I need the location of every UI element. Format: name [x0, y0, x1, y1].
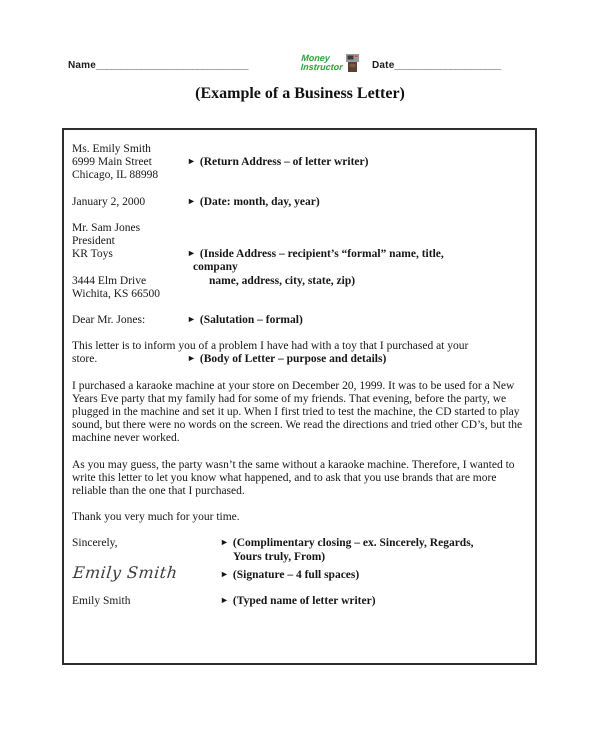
- date-field: [372, 60, 501, 71]
- annotation-text: (Date: month, day, year): [199, 195, 320, 208]
- letter-row: [72, 222, 527, 235]
- letter-row: [72, 156, 527, 169]
- logo-line2: Instructor: [300, 62, 344, 72]
- arrow-marker-icon: ►: [220, 595, 229, 606]
- body-paragraph: I purchased a karaoke machine at your store on December 20, 1999. It was to be used for a New Years Eve party that my family had for some of my friends. That evening, before the party, we plugged in the machine and set it up. When I first tried to test the machine, the CD started to play sound, but there were no words on the screen. We read the directions and tried other CD’s, but the machine never worked.: [72, 379, 523, 445]
- letter-left-text: Dear Mr. Jones:: [72, 314, 146, 327]
- letter-row: [72, 353, 527, 366]
- annotation-text: (Body of Letter – purpose and details): [199, 353, 387, 366]
- annotation-continuation: name, address, city, state, zip): [209, 274, 356, 287]
- letter-left-text: 3444 Elm Drive: [72, 274, 147, 287]
- letter-left-text: Ms. Emily Smith: [72, 143, 151, 155]
- letter-row: [72, 595, 527, 608]
- letter-left-text: store.: [72, 353, 98, 366]
- arrow-marker-icon: ►: [220, 568, 229, 579]
- name-blank-line: ______________________________: [96, 60, 248, 71]
- arrow-marker-icon: ►: [187, 314, 196, 325]
- annotation-continuation: Yours truly, From): [233, 550, 326, 563]
- annotation: [187, 156, 368, 169]
- letter-block: [72, 222, 527, 301]
- letter-left-text: January 2, 2000: [72, 195, 146, 208]
- letter-block: [72, 537, 527, 608]
- letter-left-text: Emily Smith: [72, 595, 131, 608]
- arrow-marker-icon: ►: [220, 537, 229, 548]
- letter-left-text: President: [72, 235, 115, 248]
- body-paragraph: Thank you very much for your time.: [72, 511, 240, 524]
- body-paragraph: This letter is to inform you of a problem I have had with a toy that I purchased at your: [72, 340, 469, 353]
- letter-row: [72, 288, 527, 301]
- letter-row: [72, 537, 527, 550]
- letter-block: [72, 511, 527, 524]
- letter-row: [72, 196, 527, 209]
- logo-line1: Money: [301, 53, 331, 63]
- body-paragraph: As you may guess, the party wasn’t the same without a karaoke machine. Therefore, I wanted to write this letter to let you know what happened, and to ask that you use brands that are more reliable than the one that I purchased.: [72, 458, 515, 498]
- letter-left-text: 6999 Main Street: [72, 156, 152, 169]
- money-instructor-logo: [301, 53, 360, 73]
- letter-row: [72, 248, 527, 261]
- letter-row: [72, 261, 527, 274]
- letter-block: [72, 196, 527, 209]
- annotation-text: (Return Address – of letter writer): [199, 156, 369, 169]
- letter-left-text: KR Toys: [72, 248, 113, 261]
- letter-row: [72, 551, 527, 564]
- cash-register-icon: [345, 53, 360, 73]
- annotation-text: (Salutation – formal): [199, 314, 303, 327]
- annotation-continuation: company: [193, 261, 238, 274]
- annotation-text: (Inside Address – recipient’s “formal” name, title,: [199, 248, 444, 261]
- letter-row: [72, 564, 527, 582]
- annotation-text: (Typed name of letter writer): [232, 595, 376, 608]
- name-field: [68, 60, 248, 71]
- name-label: Name: [68, 60, 97, 71]
- letter-left-text: Sincerely,: [72, 537, 118, 550]
- letter-row: [72, 275, 527, 288]
- annotation: [187, 196, 320, 209]
- letter-left-text: Chicago, IL 88998: [72, 169, 159, 182]
- arrow-marker-icon: ►: [187, 353, 196, 364]
- arrow-marker-icon: ►: [187, 156, 196, 167]
- spacer: [72, 582, 527, 595]
- letter-block: [72, 340, 527, 366]
- arrow-marker-icon: ►: [187, 248, 196, 259]
- letter-left-text: Mr. Sam Jones: [72, 221, 141, 234]
- letter-block: [72, 380, 527, 446]
- letter-block: [72, 314, 527, 327]
- letter-row: [72, 143, 527, 156]
- letter-block: [72, 143, 527, 183]
- date-label: Date: [372, 60, 395, 71]
- letter-row: [72, 314, 527, 327]
- letter-box: [62, 128, 537, 665]
- annotation-text: (Complimentary closing – ex. Sincerely, Regards,: [232, 537, 474, 550]
- annotation: [187, 353, 386, 366]
- logo-text: [300, 54, 343, 72]
- letter-block: [72, 459, 527, 499]
- letter-row: [72, 169, 527, 182]
- annotation: [220, 569, 359, 582]
- annotation: [220, 537, 474, 550]
- annotation: [187, 314, 303, 327]
- arrow-marker-icon: ►: [187, 195, 196, 206]
- date-blank-line: _____________________: [394, 60, 501, 71]
- letter-left-text: Wichita, KS 66500: [72, 287, 161, 300]
- signature-text: Emily Smith: [71, 562, 179, 582]
- annotation: [220, 595, 376, 608]
- annotation-text: (Signature – 4 full spaces): [232, 568, 360, 581]
- page-title: (Example of a Business Letter): [195, 85, 405, 102]
- letter-row: [72, 235, 527, 248]
- annotation: [187, 248, 444, 261]
